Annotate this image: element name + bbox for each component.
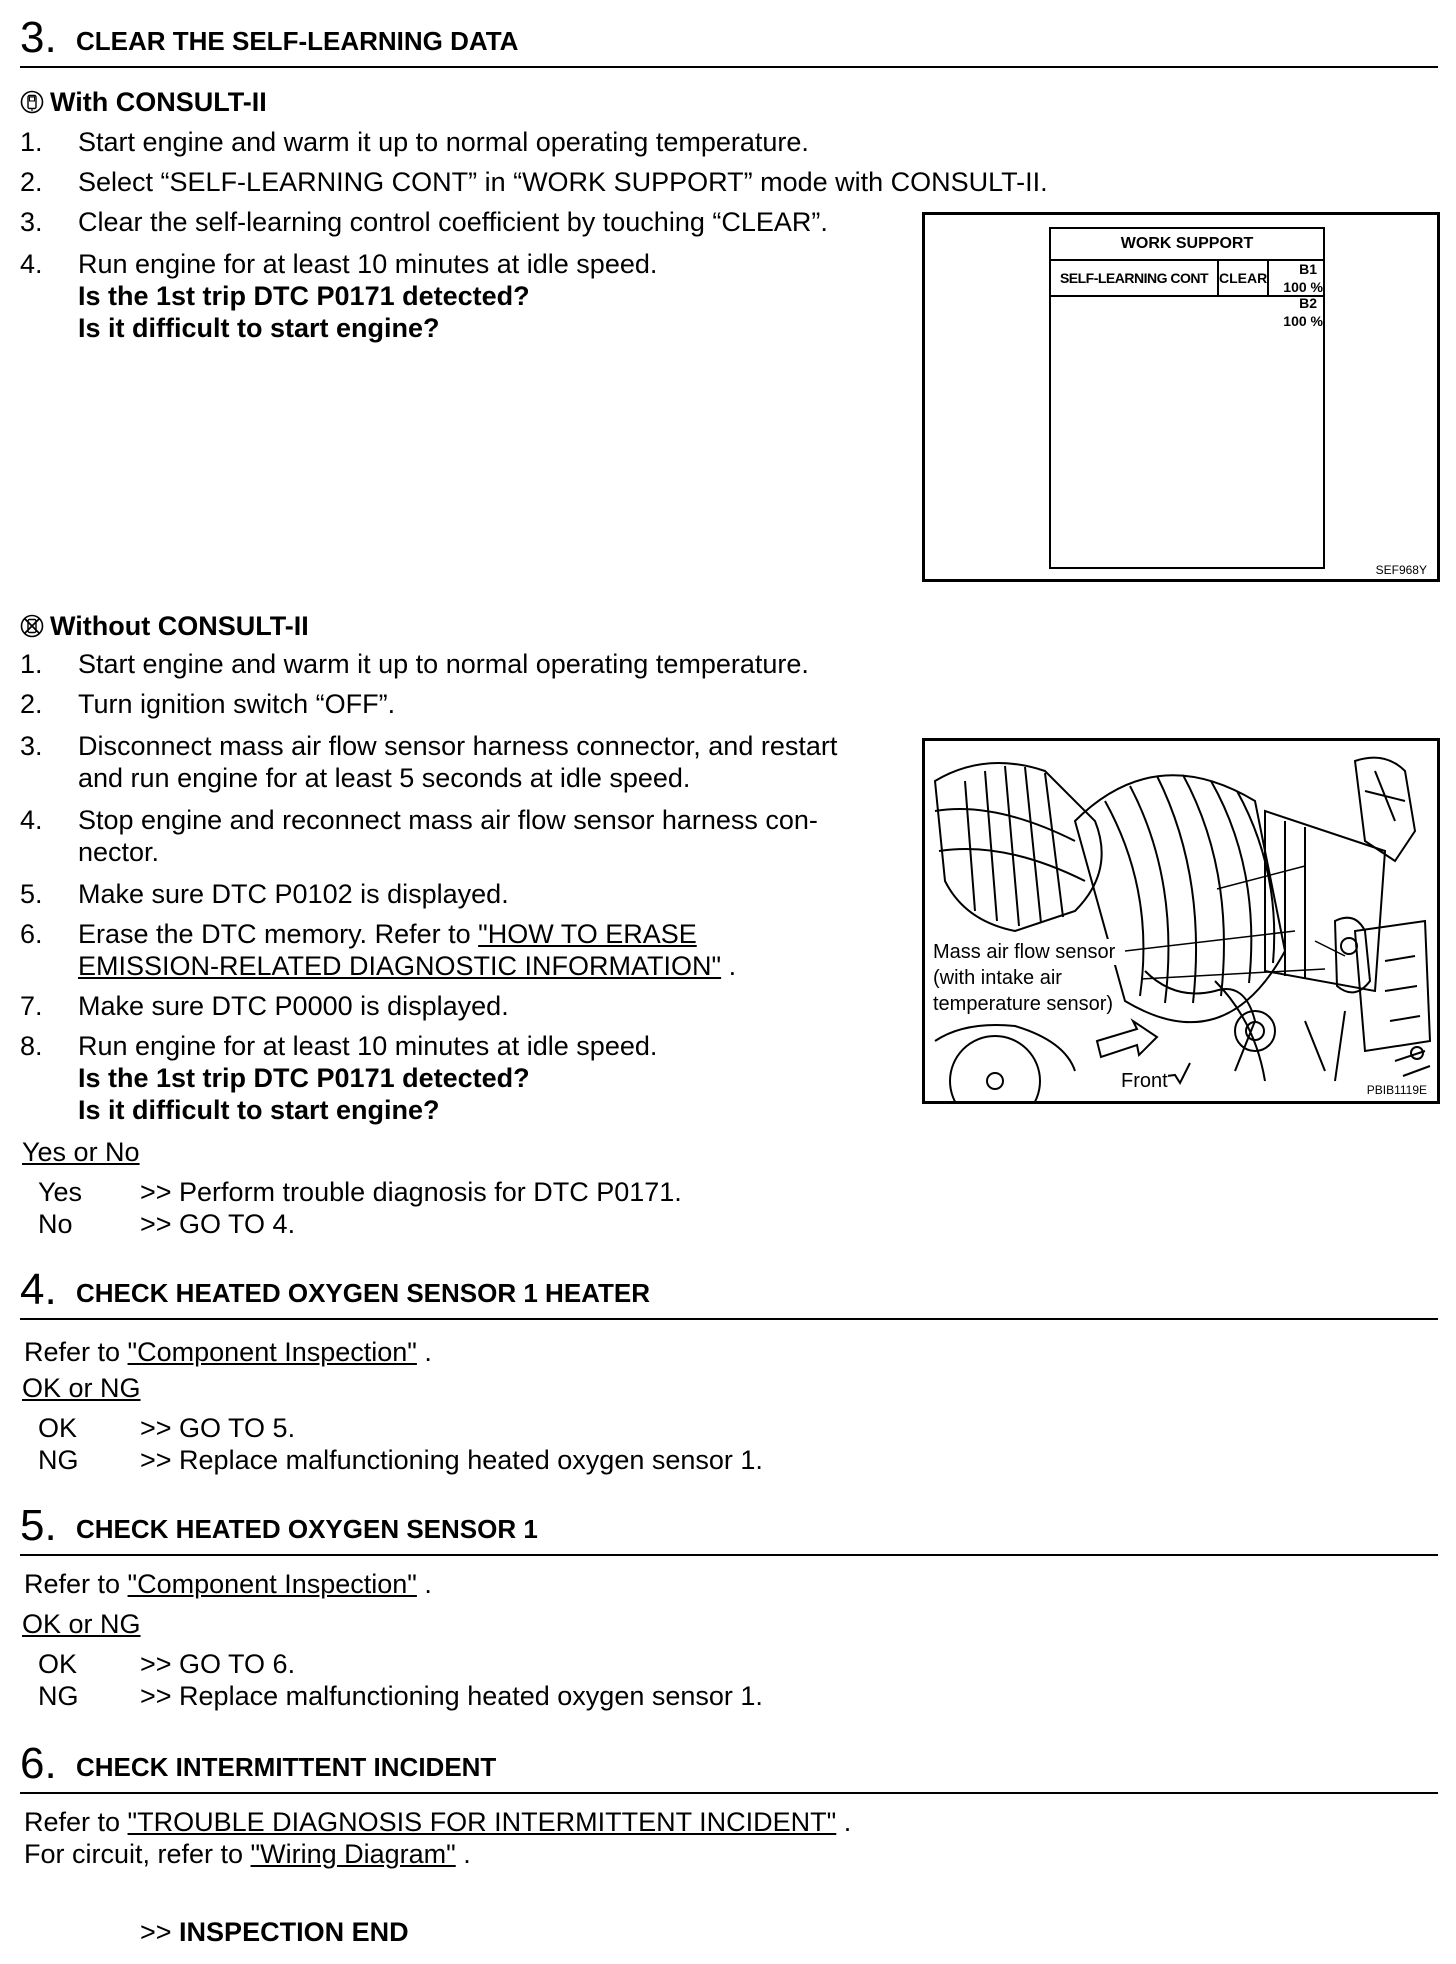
with-consult-heading bbox=[20, 86, 267, 118]
step-4-header bbox=[20, 1262, 1438, 1320]
refer-suffix: . bbox=[416, 1337, 432, 1367]
step-index: 3. bbox=[20, 731, 43, 761]
step-6-header bbox=[20, 1736, 1438, 1794]
front-label: Front bbox=[1121, 1070, 1168, 1092]
step-number: 6. bbox=[20, 1739, 57, 1788]
clear-button: CLEAR bbox=[1219, 261, 1269, 297]
question-text: Is the 1st trip DTC P0171 detected? bbox=[78, 281, 530, 311]
step-title: CHECK INTERMITTENT INCIDENT bbox=[76, 1752, 497, 1782]
instruction-text: Run engine for at least 10 minutes at idle speed. bbox=[78, 1031, 658, 1061]
instruction-text: Start engine and warm it up to normal operating temperature. bbox=[78, 127, 809, 157]
instruction-text-cont: nector. bbox=[78, 837, 160, 867]
erase-dtc-link-cont[interactable]: EMISSION-RELATED DIAGNOSTIC INFORMATION" bbox=[78, 951, 722, 981]
step-number: 3. bbox=[20, 13, 57, 62]
step-number: 5. bbox=[20, 1501, 57, 1550]
sensor-label-line2: (with intake air bbox=[933, 967, 1062, 989]
result-key: OK bbox=[38, 1413, 78, 1443]
refer-prefix: Refer to bbox=[24, 1337, 128, 1367]
result-heading: OK or NG bbox=[22, 1609, 141, 1639]
front-arrow-icon bbox=[1097, 1021, 1157, 1057]
figure-code: SEF968Y bbox=[1375, 563, 1427, 577]
result-key: OK bbox=[38, 1649, 78, 1679]
instruction-text-cont: and run engine for at least 5 seconds at idle speed. bbox=[78, 763, 691, 793]
step-index: 8. bbox=[20, 1031, 43, 1061]
step-title: CHECK HEATED OXYGEN SENSOR 1 bbox=[76, 1514, 538, 1544]
instruction-text: Make sure DTC P0000 is displayed. bbox=[78, 991, 509, 1021]
instruction-text: Run engine for at least 10 minutes at idle speed. bbox=[78, 249, 658, 279]
instruction-text: Select “SELF-LEARNING CONT” in “WORK SUPPORT” mode with CONSULT-II. bbox=[78, 167, 1048, 197]
sensor-label-line1: Mass air flow sensor bbox=[933, 941, 1116, 963]
screen-header: WORK SUPPORT bbox=[1051, 229, 1323, 261]
circuit-suffix: . bbox=[455, 1839, 471, 1869]
instruction-prefix: Erase the DTC memory. Refer to bbox=[78, 919, 479, 949]
result-key: No bbox=[38, 1209, 73, 1239]
result-heading: Yes or No bbox=[22, 1137, 140, 1167]
refer-line bbox=[24, 1806, 851, 1838]
figure-code: PBIB1119E bbox=[1366, 1083, 1427, 1097]
result-action: >> Replace malfunctioning heated oxygen sensor 1. bbox=[140, 1681, 763, 1711]
consult-screen bbox=[1049, 227, 1325, 569]
end-arrow: >> bbox=[140, 1917, 180, 1947]
result-action: >> GO TO 6. bbox=[140, 1649, 296, 1679]
erase-dtc-link[interactable]: "HOW TO ERASE bbox=[478, 919, 697, 949]
instruction-text: Start engine and warm it up to normal operating temperature. bbox=[78, 649, 809, 679]
refer-suffix: . bbox=[416, 1569, 432, 1599]
engine-bay-illustration bbox=[925, 741, 1437, 1101]
instruction-text: Clear the self-learning control coefficient by touching “CLEAR”. bbox=[78, 207, 828, 237]
step-index: 5. bbox=[20, 879, 43, 909]
wiring-diagram-link[interactable]: "Wiring Diagram" bbox=[250, 1839, 456, 1869]
result-key: NG bbox=[38, 1681, 79, 1711]
self-learning-item: SELF-LEARNING CONT bbox=[1051, 261, 1219, 297]
question-text: Is the 1st trip DTC P0171 detected? bbox=[78, 1063, 530, 1093]
end-text: INSPECTION END bbox=[179, 1917, 409, 1947]
instruction-text: Make sure DTC P0102 is displayed. bbox=[78, 879, 509, 909]
result-action: >> GO TO 4. bbox=[140, 1209, 296, 1239]
refer-line bbox=[24, 1336, 432, 1368]
result-heading: OK or NG bbox=[22, 1373, 141, 1403]
component-inspection-link[interactable]: "Component Inspection" bbox=[127, 1569, 417, 1599]
instruction-text: Stop engine and reconnect mass air flow sensor harness con- bbox=[78, 805, 818, 835]
no-consult-tool-icon bbox=[20, 614, 44, 638]
step-number: 4. bbox=[20, 1265, 57, 1314]
circuit-line bbox=[24, 1838, 471, 1870]
question-text: Is it difficult to start engine? bbox=[78, 313, 440, 343]
result-action: >> Perform trouble diagnosis for DTC P0171. bbox=[140, 1177, 682, 1207]
b1-label: B1 bbox=[1299, 261, 1317, 277]
b2-value: 100 % bbox=[1283, 313, 1323, 329]
instruction-text: Disconnect mass air flow sensor harness connector, and restart bbox=[78, 731, 838, 761]
mass-air-flow-sensor-figure bbox=[922, 738, 1440, 1104]
b2-label: B2 bbox=[1299, 295, 1317, 311]
intermittent-incident-link[interactable]: "TROUBLE DIAGNOSIS FOR INTERMITTENT INCIDENT" bbox=[127, 1807, 837, 1837]
component-inspection-link[interactable]: "Component Inspection" bbox=[127, 1337, 417, 1367]
instruction-text bbox=[78, 918, 697, 950]
step-title: CHECK HEATED OXYGEN SENSOR 1 HEATER bbox=[76, 1278, 651, 1308]
refer-prefix: Refer to bbox=[24, 1807, 128, 1837]
step-index: 3. bbox=[20, 207, 43, 237]
consult-tool-icon bbox=[20, 90, 44, 114]
refer-suffix: . bbox=[836, 1807, 852, 1837]
step-index: 1. bbox=[20, 649, 43, 679]
result-key: NG bbox=[38, 1445, 79, 1475]
step-index: 7. bbox=[20, 991, 43, 1021]
instruction-suffix: . bbox=[721, 951, 737, 981]
step-index: 2. bbox=[20, 167, 43, 197]
without-consult-heading bbox=[20, 610, 309, 642]
sensor-label-line3: temperature sensor) bbox=[933, 993, 1114, 1015]
b1-value: 100 % bbox=[1283, 279, 1323, 295]
question-text: Is it difficult to start engine? bbox=[78, 1095, 440, 1125]
circuit-prefix: For circuit, refer to bbox=[24, 1839, 251, 1869]
work-support-figure bbox=[922, 212, 1440, 582]
result-key: Yes bbox=[38, 1177, 83, 1207]
step-index: 6. bbox=[20, 919, 43, 949]
with-consult-label: With CONSULT-II bbox=[50, 87, 267, 117]
inspection-end bbox=[140, 1916, 409, 1948]
step-index: 4. bbox=[20, 249, 43, 279]
refer-prefix: Refer to bbox=[24, 1569, 128, 1599]
step-3-header bbox=[20, 10, 1438, 68]
step-5-header bbox=[20, 1498, 1438, 1556]
refer-line bbox=[24, 1568, 432, 1600]
without-consult-label: Without CONSULT-II bbox=[50, 611, 309, 641]
step-index: 4. bbox=[20, 805, 43, 835]
result-action: >> GO TO 5. bbox=[140, 1413, 296, 1443]
step-index: 1. bbox=[20, 127, 43, 157]
step-title: CLEAR THE SELF-LEARNING DATA bbox=[76, 26, 519, 56]
instruction-text-cont bbox=[78, 950, 736, 982]
result-action: >> Replace malfunctioning heated oxygen sensor 1. bbox=[140, 1445, 763, 1475]
instruction-text: Turn ignition switch “OFF”. bbox=[78, 689, 396, 719]
step-index: 2. bbox=[20, 689, 43, 719]
